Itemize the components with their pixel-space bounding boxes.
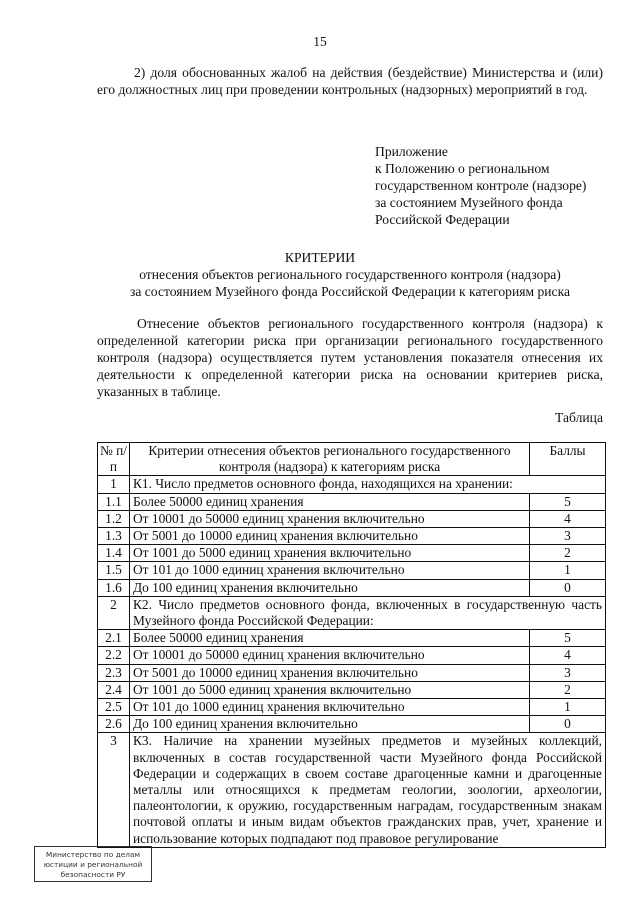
row-points: 4 <box>530 647 606 664</box>
table-row <box>98 510 606 527</box>
row-text: От 10001 до 50000 единиц хранения включительно <box>130 510 530 527</box>
row-num: 2.6 <box>98 716 130 733</box>
document-title: КРИТЕРИИ <box>284 250 356 265</box>
section-text: К2. Число предметов основного фонда, включенных в государственную часть Музейного фонда Российской Федерации: <box>130 596 606 629</box>
section-text: К3. Наличие на хранении музейных предметов и музейных коллекций, включенных в состав государственной части Музейного фонда Российской Федерации и содержащих в своем составе драгоценные камни и драгоценные металлы или относящихся к предметам геологии, зоологии, археологии, палеонтологии, к оружию, государственным наградам, государственным знакам почтовой оплаты и иным видам объектов гражданских прав, учет, хранение и использование которых подпадают под правовое регулирование <box>130 733 606 847</box>
table-row <box>98 716 606 733</box>
row-text: От 5001 до 10000 единиц хранения включительно <box>130 528 530 545</box>
row-num: 2.2 <box>98 647 130 664</box>
row-text: До 100 единиц хранения включительно <box>130 579 530 596</box>
row-num: 1.3 <box>98 528 130 545</box>
table-row <box>98 545 606 562</box>
table-row <box>98 528 606 545</box>
row-text: От 10001 до 50000 единиц хранения включительно <box>130 647 530 664</box>
row-points: 4 <box>530 510 606 527</box>
row-num: 1.4 <box>98 545 130 562</box>
paragraph-complaints-share <box>97 64 603 98</box>
appendix-line: к Положению о региональном <box>375 161 550 176</box>
row-text: От 5001 до 10000 единиц хранения включительно <box>130 664 530 681</box>
page-number: 15 <box>313 34 327 49</box>
row-points: 5 <box>530 493 606 510</box>
row-text: От 101 до 1000 единиц хранения включительно <box>130 699 530 716</box>
row-text: От 1001 до 5000 единиц хранения включительно <box>130 545 530 562</box>
row-text: До 100 единиц хранения включительно <box>130 716 530 733</box>
section-num: 3 <box>98 733 130 847</box>
subtitle-line: отнесения объектов регионального государственного контроля (надзора) <box>139 267 561 282</box>
row-num: 2.3 <box>98 664 130 681</box>
stamp-line: юстиции и региональной <box>43 860 143 869</box>
appendix-line: государственном контроле (надзоре) <box>375 178 587 193</box>
intro-paragraph: Отнесение объектов регионального государственного контроля (надзора) к определенной категории риска при организации регионального государственного контроля (надзора) осуществляется путем установления показателя отнесения их деятельности к определенной категории риска на основании критериев риска, указанных в таблице. <box>97 316 603 399</box>
row-num: 2.5 <box>98 699 130 716</box>
row-text: От 101 до 1000 единиц хранения включительно <box>130 562 530 579</box>
row-num: 2.1 <box>98 630 130 647</box>
row-num: 1.6 <box>98 579 130 596</box>
row-points: 3 <box>530 528 606 545</box>
row-points: 1 <box>530 562 606 579</box>
header-criteria: Критерии отнесения объектов регионального государственного контроля (надзора) к категориям риска <box>130 443 530 476</box>
row-points: 0 <box>530 579 606 596</box>
table-caption: Таблица <box>555 410 603 425</box>
document-subtitle <box>97 266 603 300</box>
table-row <box>98 630 606 647</box>
section-row <box>98 476 606 493</box>
row-points: 1 <box>530 699 606 716</box>
table-row <box>98 579 606 596</box>
appendix-line: Российской Федерации <box>375 212 510 227</box>
subtitle-line: за состоянием Музейного фонда Российской Федерации к категориям риска <box>129 284 571 299</box>
table-row <box>98 681 606 698</box>
risk-criteria-table <box>97 442 606 848</box>
stamp-line: безопасности РУ <box>60 870 126 879</box>
section-num: 2 <box>98 596 130 629</box>
table-row <box>98 664 606 681</box>
row-num: 1.5 <box>98 562 130 579</box>
row-points: 2 <box>530 545 606 562</box>
table-row <box>98 699 606 716</box>
row-points: 5 <box>530 630 606 647</box>
row-num: 2.4 <box>98 681 130 698</box>
appendix-heading <box>375 143 615 228</box>
ministry-stamp <box>34 846 152 882</box>
appendix-line: Приложение <box>375 144 448 159</box>
row-text: От 1001 до 5000 единиц хранения включительно <box>130 681 530 698</box>
section-row <box>98 733 606 847</box>
row-points: 0 <box>530 716 606 733</box>
row-points: 3 <box>530 664 606 681</box>
row-points: 2 <box>530 681 606 698</box>
row-text: Более 50000 единиц хранения <box>130 493 530 510</box>
row-num: 1.1 <box>98 493 130 510</box>
table-row <box>98 647 606 664</box>
appendix-line: за состоянием Музейного фонда <box>375 195 563 210</box>
stamp-line: Министерство по делам <box>45 850 141 859</box>
section-num: 1 <box>98 476 130 493</box>
table-row <box>98 562 606 579</box>
header-num: № п/п <box>98 443 130 476</box>
table-row <box>98 493 606 510</box>
section-row <box>98 596 606 629</box>
row-text: Более 50000 единиц хранения <box>130 630 530 647</box>
paragraph-2-text: 2) доля обоснованных жалоб на действия (бездействие) Министерства и (или) его должностных лиц при проведении контрольных (надзорных) мероприятий в год. <box>97 65 603 97</box>
row-num: 1.2 <box>98 510 130 527</box>
table-header-row <box>98 443 606 476</box>
section-text: К1. Число предметов основного фонда, находящихся на хранении: <box>130 476 606 493</box>
header-points: Баллы <box>530 443 606 476</box>
